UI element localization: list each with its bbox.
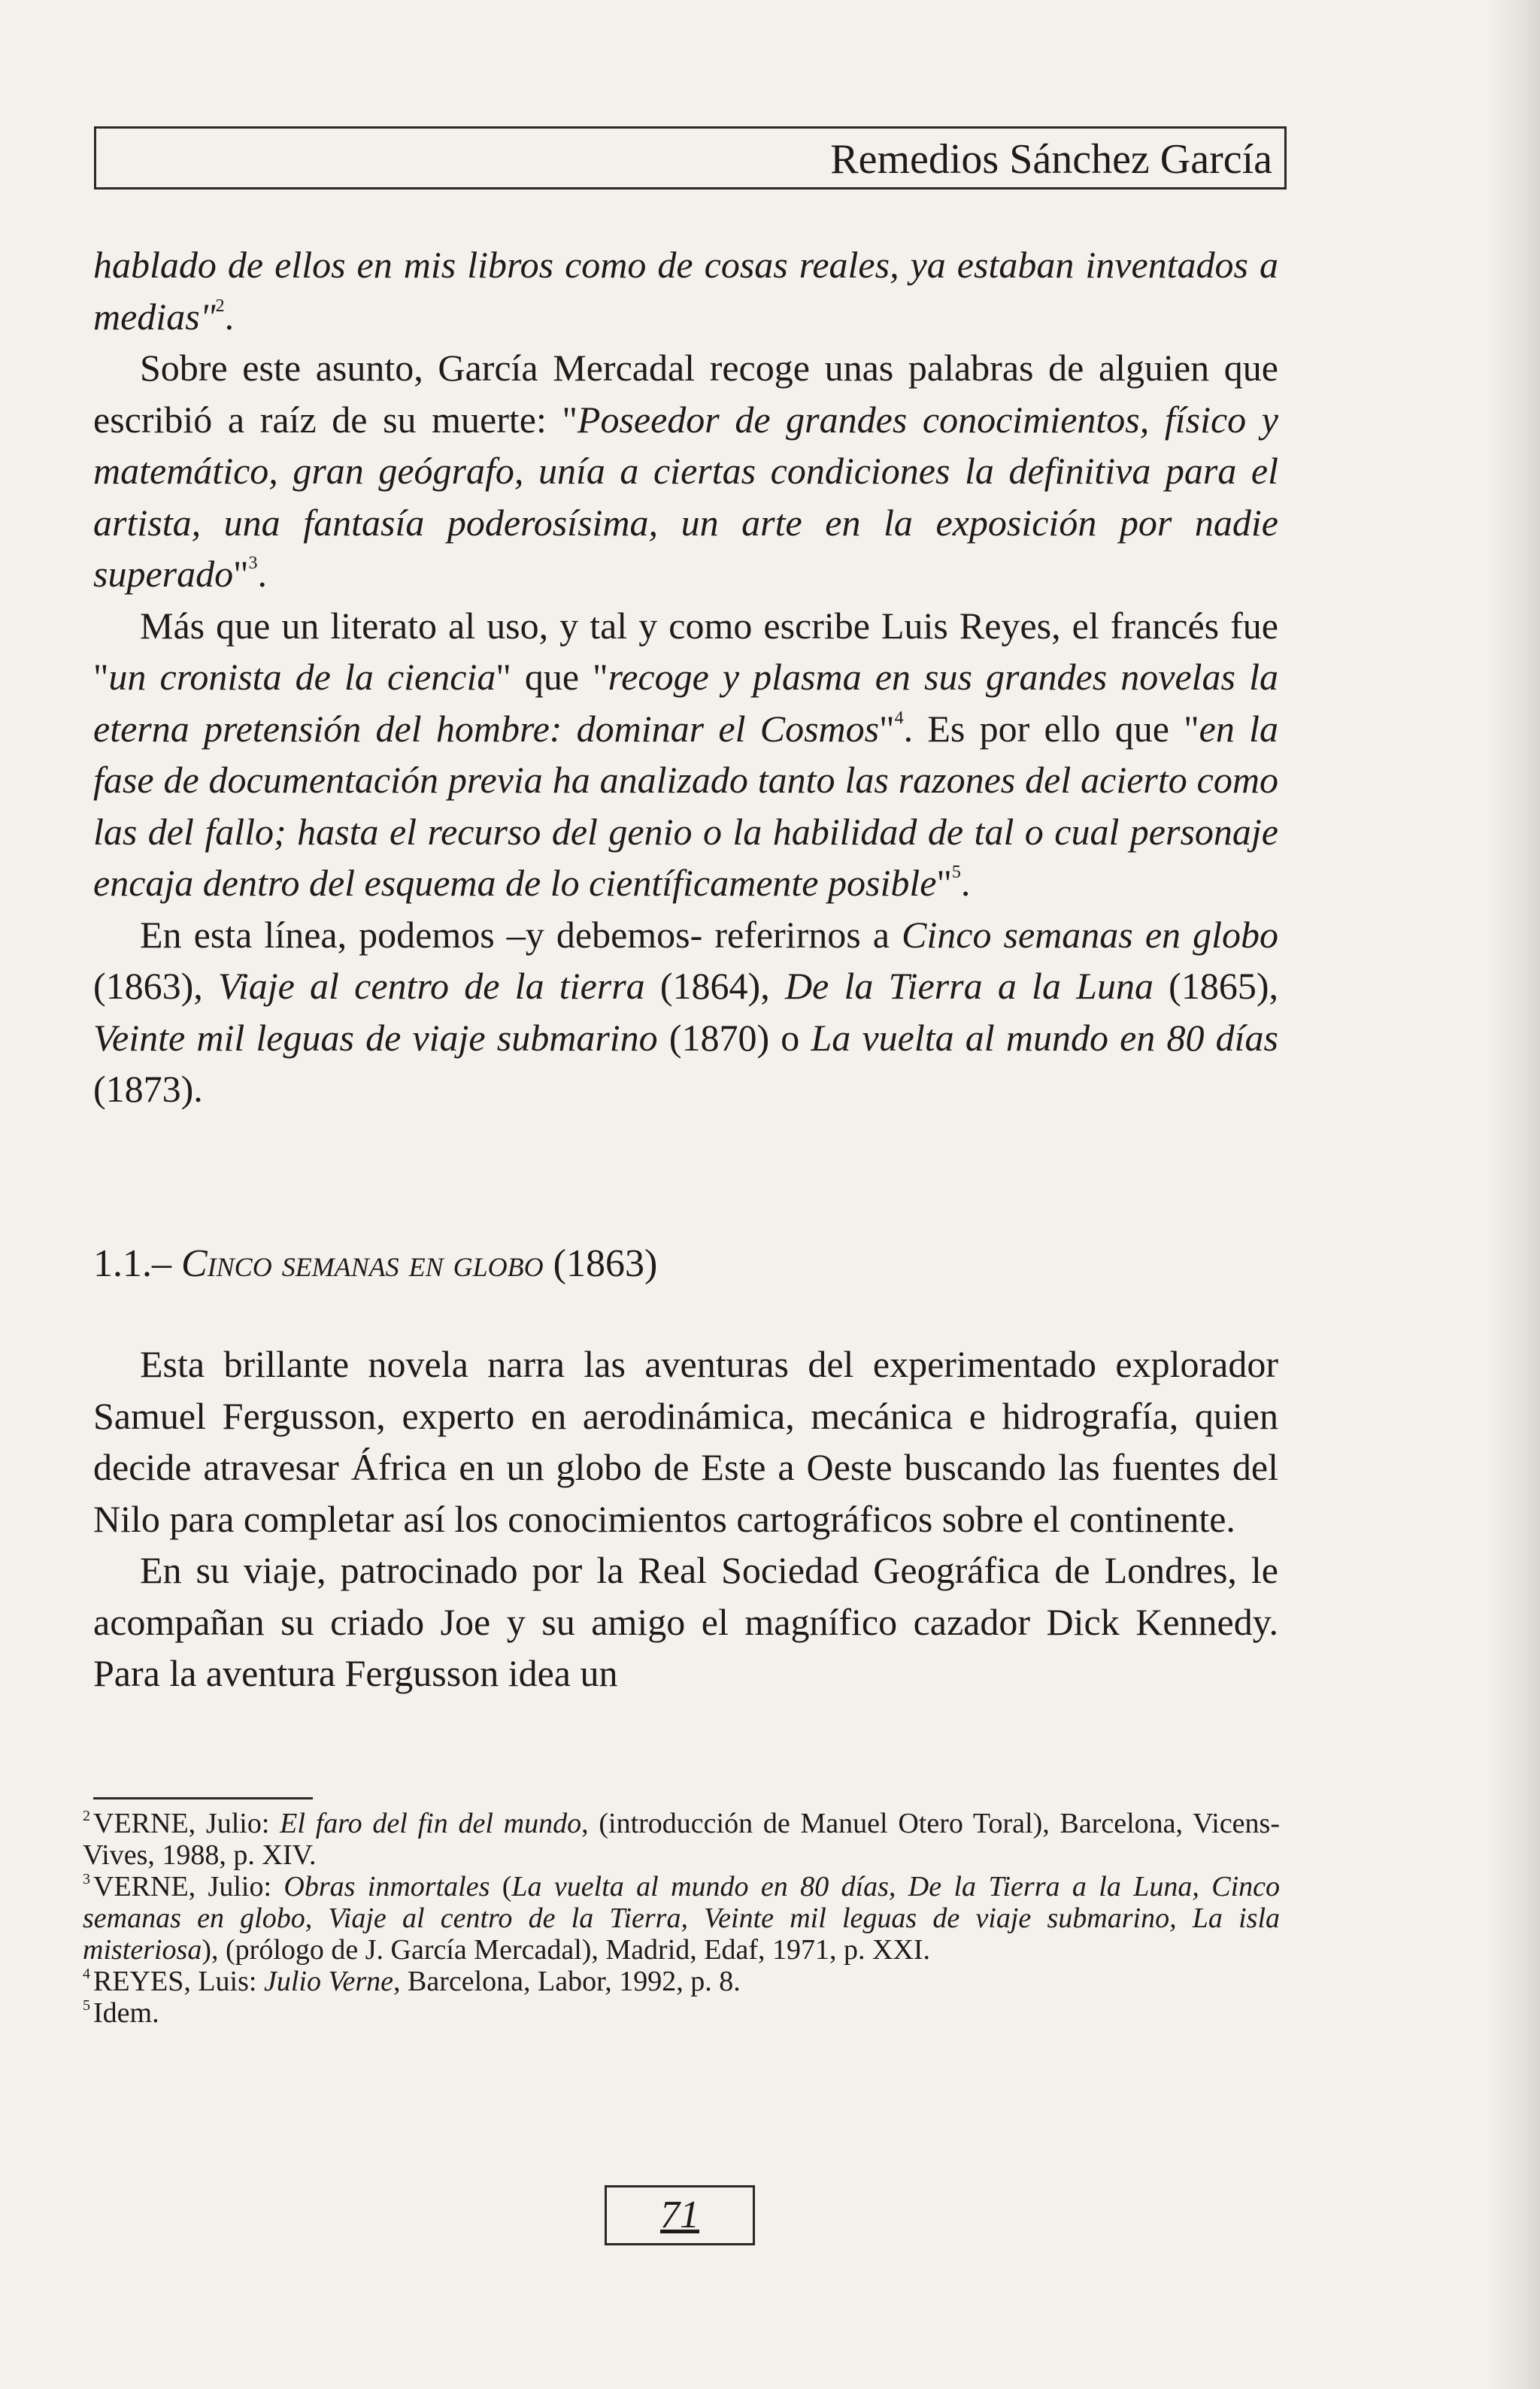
book-title: De la Tierra a la Luna — [784, 965, 1153, 1007]
quote-text: hablado de ellos en mis libros como de cosas reales, ya estaban inventados a medias" — [93, 244, 1278, 338]
book-title: Cinco semanas en globo — [902, 913, 1278, 956]
section-number: 1.1.– — [93, 1242, 181, 1285]
book-title: Julio Verne — [263, 1966, 393, 1997]
paragraph — [93, 909, 1278, 1115]
body-text — [93, 239, 1278, 1115]
footnote-ref: 4 — [894, 708, 904, 728]
footnote-mark: 4 — [83, 1966, 90, 1982]
book-title: La vuelta al mundo en 80 días, De la Tierra a la Luna, Cinco semanas en globo, Viaje al centro de la Tierra, Veinte mil leguas de viaje submarino, La isla misteriosa — [83, 1871, 1280, 1966]
footnote-ref: 2 — [215, 296, 225, 316]
page-number: 71 — [660, 2193, 699, 2236]
footnote — [83, 1966, 1280, 1997]
page-edge-shadow — [1487, 0, 1540, 2389]
text-run: " — [233, 553, 249, 595]
text-run: En esta línea, podemos –y debemos- referirnos a — [140, 913, 902, 956]
text-run: ), (prólogo de J. García Mercadal), Madrid, Edaf, 1971, p. XXI. — [202, 1934, 931, 1966]
footnote-mark: 2 — [83, 1808, 90, 1824]
text-run: " que " — [496, 656, 608, 698]
footnote-ref: 3 — [248, 553, 258, 573]
text-run: Más que un literato al uso, y tal y como escribe Luis Reyes, el francés fue " — [93, 604, 1278, 698]
running-header-title: Remedios Sánchez García — [830, 136, 1272, 183]
footnote-separator — [93, 1797, 313, 1799]
book-title: Obras inmortales — [283, 1871, 490, 1902]
quote-text: recoge y plasma en sus grandes novelas la eterna pretensión del hombre: dominar el Cosmos — [93, 656, 1278, 750]
footnote — [83, 1871, 1280, 1966]
text-run: , Barcelona, Labor, 1992, p. 8. — [393, 1966, 741, 1997]
book-title: Veinte mil leguas de viaje submarino — [93, 1016, 658, 1059]
text-run: (1873). — [93, 1068, 203, 1110]
footnote — [83, 1808, 1280, 1871]
text-run: VERNE, Julio: — [93, 1871, 284, 1902]
section-year: (1863) — [543, 1242, 658, 1285]
footnote-mark: 5 — [83, 1997, 90, 2014]
text-run: Sobre este asunto, García Mercadal recoge unas palabras de alguien que escribió a raíz de su muerte: " — [93, 347, 1278, 441]
running-header — [94, 126, 1287, 189]
text-run: Idem. — [93, 1997, 159, 2029]
text-run: (1863), — [93, 965, 219, 1007]
paragraph — [93, 239, 1278, 342]
footnote — [83, 1997, 1280, 2029]
text-run: , (introducción de Manuel Otero Toral), Barcelona, Vicens-Vives, 1988, p. XIV. — [83, 1808, 1280, 1871]
section-heading — [93, 1238, 657, 1290]
book-title: Viaje al centro de la tierra — [218, 965, 645, 1007]
footnotes — [83, 1808, 1280, 2029]
footnote-mark: 3 — [83, 1871, 90, 1887]
body-text-section — [93, 1339, 1278, 1699]
quote-text: en la fase de documentación previa ha analizado tanto las razones del acierto como las del fallo; hasta el recurso del genio o la habilidad de tal o cual personaje encaja dentro del esquema de lo científicamente posible — [93, 707, 1278, 904]
text-run: (1870) o — [657, 1016, 811, 1059]
text-run: . — [224, 295, 235, 338]
text-run: (1865), — [1153, 965, 1278, 1007]
quote-text: Poseedor de grandes conocimientos, físico y matemático, gran geógrafo, unía a ciertas condiciones la definitiva para el artista, una fantasía poderosísima, un arte en la exposición por nadie superado — [93, 398, 1278, 595]
paragraph: En su viaje, patrocinado por la Real Sociedad Geográfica de Londres, le acompañan su criado Joe y su amigo el magnífico cazador Dick Kennedy. Para la aventura Fergusson idea un — [93, 1549, 1278, 1694]
section-title: Cinco semanas en globo — [181, 1242, 544, 1285]
book-title: La vuelta al mundo en 80 días — [811, 1016, 1278, 1059]
book-title: El faro del fin del mundo — [280, 1808, 582, 1839]
page-number-box — [605, 2185, 755, 2245]
text-run: REYES, Luis: — [93, 1966, 264, 1997]
text-run: (1864), — [644, 965, 785, 1007]
text-run: . — [960, 862, 971, 904]
text-run: VERNE, Julio: — [93, 1808, 280, 1839]
paragraph — [93, 342, 1278, 600]
quote-text: un cronista de la ciencia — [108, 656, 496, 698]
text-run: " — [879, 707, 895, 750]
text-run: . — [257, 553, 268, 595]
text-run: ( — [490, 1871, 512, 1902]
paragraph: Esta brillante novela narra las aventuras del experimentado explorador Samuel Fergusson, experto en aerodinámica, mecánica e hidrografía, quien decide atravesar África en un globo de Este a Oeste buscando las fuentes del Nilo para completar así los conocimientos cartográficos sobre el continente. — [93, 1343, 1278, 1540]
footnote-ref: 5 — [951, 863, 961, 882]
text-run: . Es por ello que " — [903, 707, 1199, 750]
paragraph — [93, 600, 1278, 909]
text-run: " — [936, 862, 952, 904]
